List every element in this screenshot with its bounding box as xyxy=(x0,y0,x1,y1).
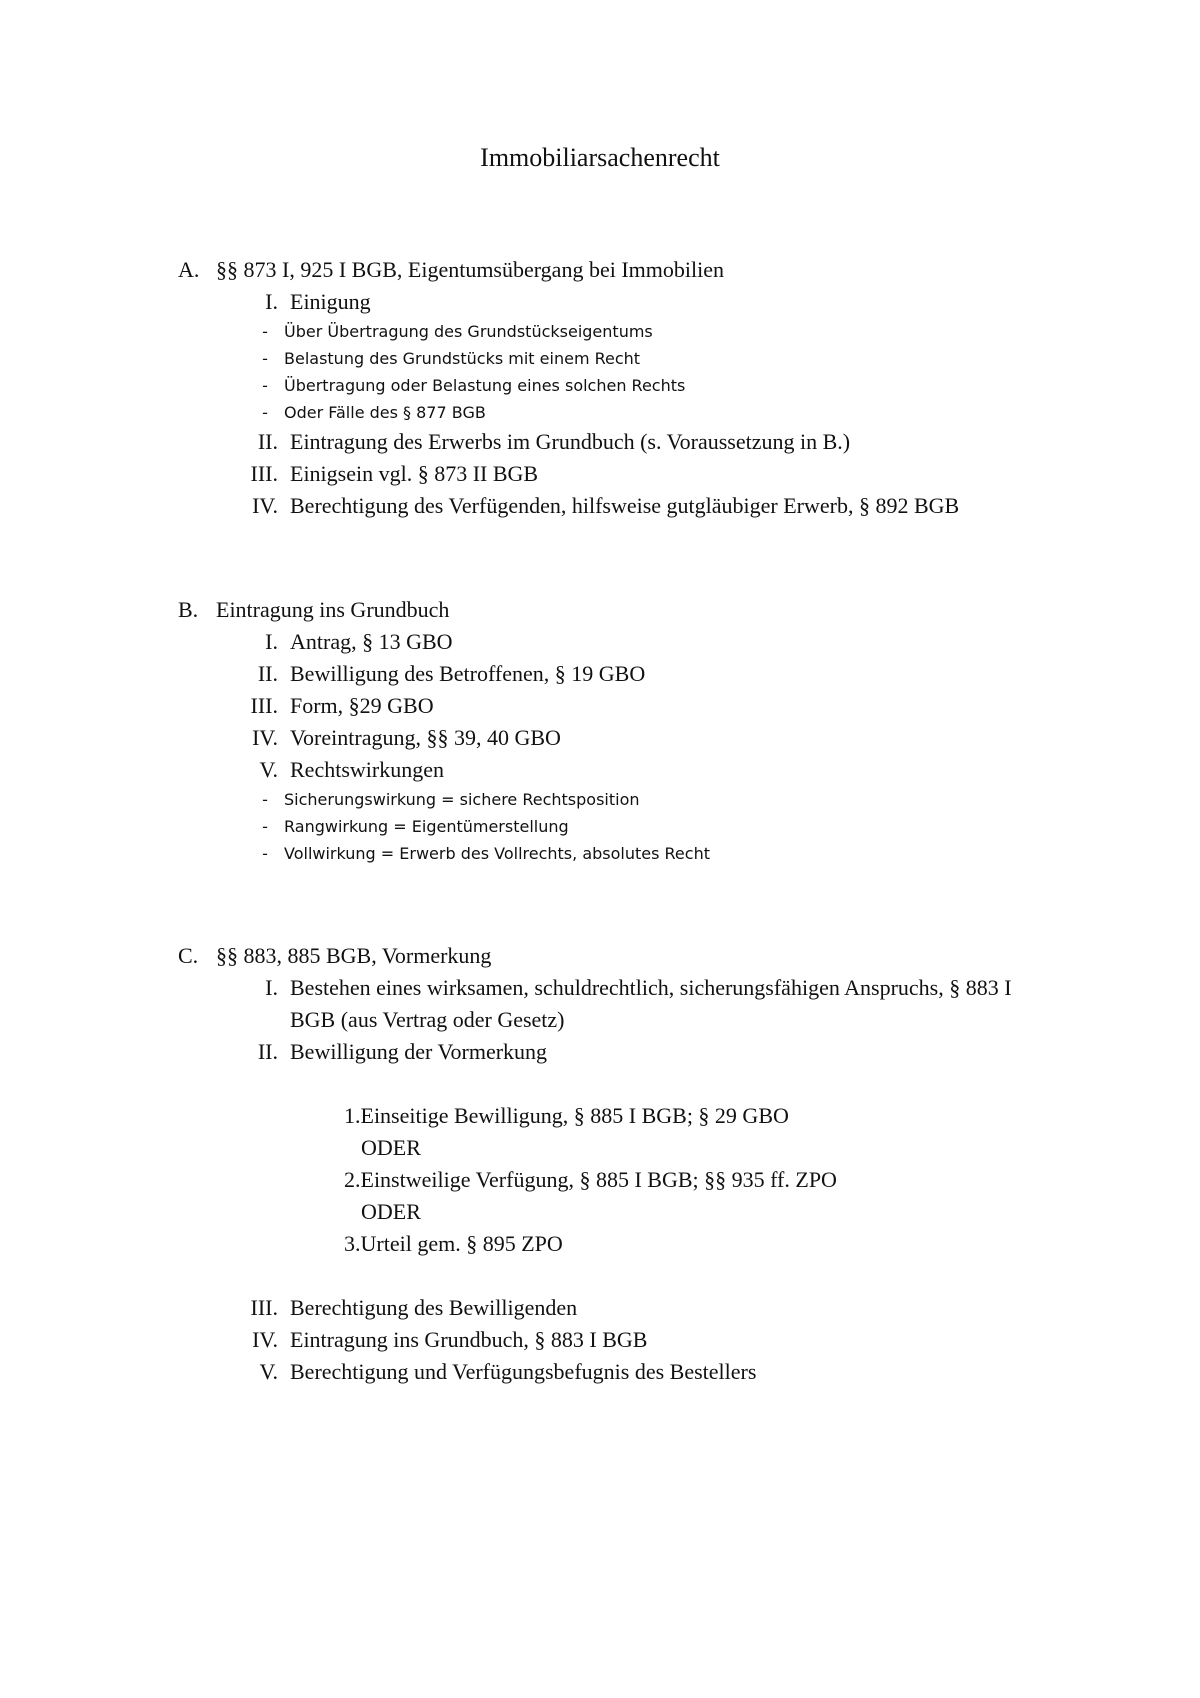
list-item xyxy=(178,690,1078,722)
item-number: II. xyxy=(257,661,278,686)
dash-marker: - xyxy=(262,817,268,836)
dash-marker: - xyxy=(262,322,268,341)
sub-item xyxy=(178,840,1078,867)
list-item xyxy=(178,1292,1078,1324)
option-line: 3.Urteil gem. § 895 ZPO xyxy=(344,1231,563,1256)
section-c xyxy=(178,940,1078,1388)
sub-item-text: Über Übertragung des Grundstückseigentums xyxy=(284,322,653,341)
numbered-options xyxy=(344,1100,1078,1260)
list-item xyxy=(178,722,1078,754)
item-text: Einigsein vgl. § 873 II BGB xyxy=(290,461,539,486)
item-text: Einigung xyxy=(290,289,371,314)
sub-item-text: Vollwirkung = Erwerb des Vollrechts, absolutes Recht xyxy=(284,844,710,863)
list-item xyxy=(178,1356,1078,1388)
sub-item-text: Sicherungswirkung = sichere Rechtsposition xyxy=(284,790,640,809)
dash-marker: - xyxy=(262,844,268,863)
item-text: Bewilligung der Vormerkung xyxy=(290,1039,548,1064)
item-number: IV. xyxy=(252,1327,278,1352)
option-separator: ODER xyxy=(361,1135,421,1160)
item-number: II. xyxy=(257,429,278,454)
sub-item xyxy=(178,786,1078,813)
list-item xyxy=(178,490,1078,522)
item-number: III. xyxy=(250,461,278,486)
item-number: V. xyxy=(259,1359,278,1384)
sub-item-text: Belastung des Grundstücks mit einem Recht xyxy=(284,349,641,368)
list-item xyxy=(178,1036,1078,1068)
section-heading-text: Eintragung ins Grundbuch xyxy=(216,597,450,622)
list-item xyxy=(178,1324,1078,1356)
option-separator: ODER xyxy=(361,1199,421,1224)
sub-item xyxy=(178,399,1078,426)
option-line: 2.Einstweilige Verfügung, § 885 I BGB; §§ 935 ff. ZPO xyxy=(344,1167,837,1192)
item-text: Bestehen eines wirksamen, schuldrechtlich, sicherungsfähigen Anspruchs, § 883 I BGB (aus Vertrag oder Gesetz) xyxy=(290,975,1012,1032)
sub-item-text: Oder Fälle des § 877 BGB xyxy=(284,403,486,422)
sub-item xyxy=(178,813,1078,840)
section-heading xyxy=(178,254,1078,286)
list-item xyxy=(178,626,1078,658)
section-heading xyxy=(178,594,1078,626)
sub-item xyxy=(178,345,1078,372)
item-text: Berechtigung und Verfügungsbefugnis des Bestellers xyxy=(290,1359,757,1384)
item-number: I. xyxy=(265,629,278,654)
item-number: V. xyxy=(259,757,278,782)
list-item xyxy=(178,458,1078,490)
section-heading-text: §§ 873 I, 925 I BGB, Eigentumsübergang bei Immobilien xyxy=(216,257,724,282)
list-item xyxy=(178,972,1078,1036)
dash-marker: - xyxy=(262,376,268,395)
item-number: III. xyxy=(250,693,278,718)
sub-item-text: Übertragung oder Belastung eines solchen Rechts xyxy=(284,376,686,395)
dash-marker: - xyxy=(262,403,268,422)
item-number: IV. xyxy=(252,493,278,518)
list-item xyxy=(178,754,1078,786)
item-text: Berechtigung des Verfügenden, hilfsweise gutgläubiger Erwerb, § 892 BGB xyxy=(290,493,960,518)
item-text: Antrag, § 13 GBO xyxy=(290,629,453,654)
section-letter: B. xyxy=(178,597,199,622)
section-heading xyxy=(178,940,1078,972)
item-number: I. xyxy=(265,975,278,1000)
sub-item-text: Rangwirkung = Eigentümerstellung xyxy=(284,817,569,836)
item-number: II. xyxy=(257,1039,278,1064)
section-heading-text: §§ 883, 885 BGB, Vormerkung xyxy=(216,943,492,968)
item-text: Form, §29 GBO xyxy=(290,693,434,718)
sub-item xyxy=(178,318,1078,345)
item-number: III. xyxy=(250,1295,278,1320)
section-b xyxy=(178,594,1078,867)
item-text: Berechtigung des Bewilligenden xyxy=(290,1295,578,1320)
item-text: Eintragung ins Grundbuch, § 883 I BGB xyxy=(290,1327,648,1352)
dash-marker: - xyxy=(262,349,268,368)
page-title: Immobiliarsachenrecht xyxy=(480,143,720,172)
item-number: IV. xyxy=(252,725,278,750)
dash-marker: - xyxy=(262,790,268,809)
list-item xyxy=(178,426,1078,458)
list-item xyxy=(178,658,1078,690)
option-line: 1.Einseitige Bewilligung, § 885 I BGB; § 29 GBO xyxy=(344,1103,789,1128)
section-letter: A. xyxy=(178,257,200,282)
item-text: Voreintragung, §§ 39, 40 GBO xyxy=(290,725,561,750)
item-text: Bewilligung des Betroffenen, § 19 GBO xyxy=(290,661,646,686)
item-text: Rechtswirkungen xyxy=(290,757,444,782)
section-a xyxy=(178,254,1078,522)
item-text: Eintragung des Erwerbs im Grundbuch (s. Voraussetzung in B.) xyxy=(290,429,851,454)
section-letter: C. xyxy=(178,943,199,968)
list-item xyxy=(178,286,1078,318)
item-number: I. xyxy=(265,289,278,314)
sub-item xyxy=(178,372,1078,399)
